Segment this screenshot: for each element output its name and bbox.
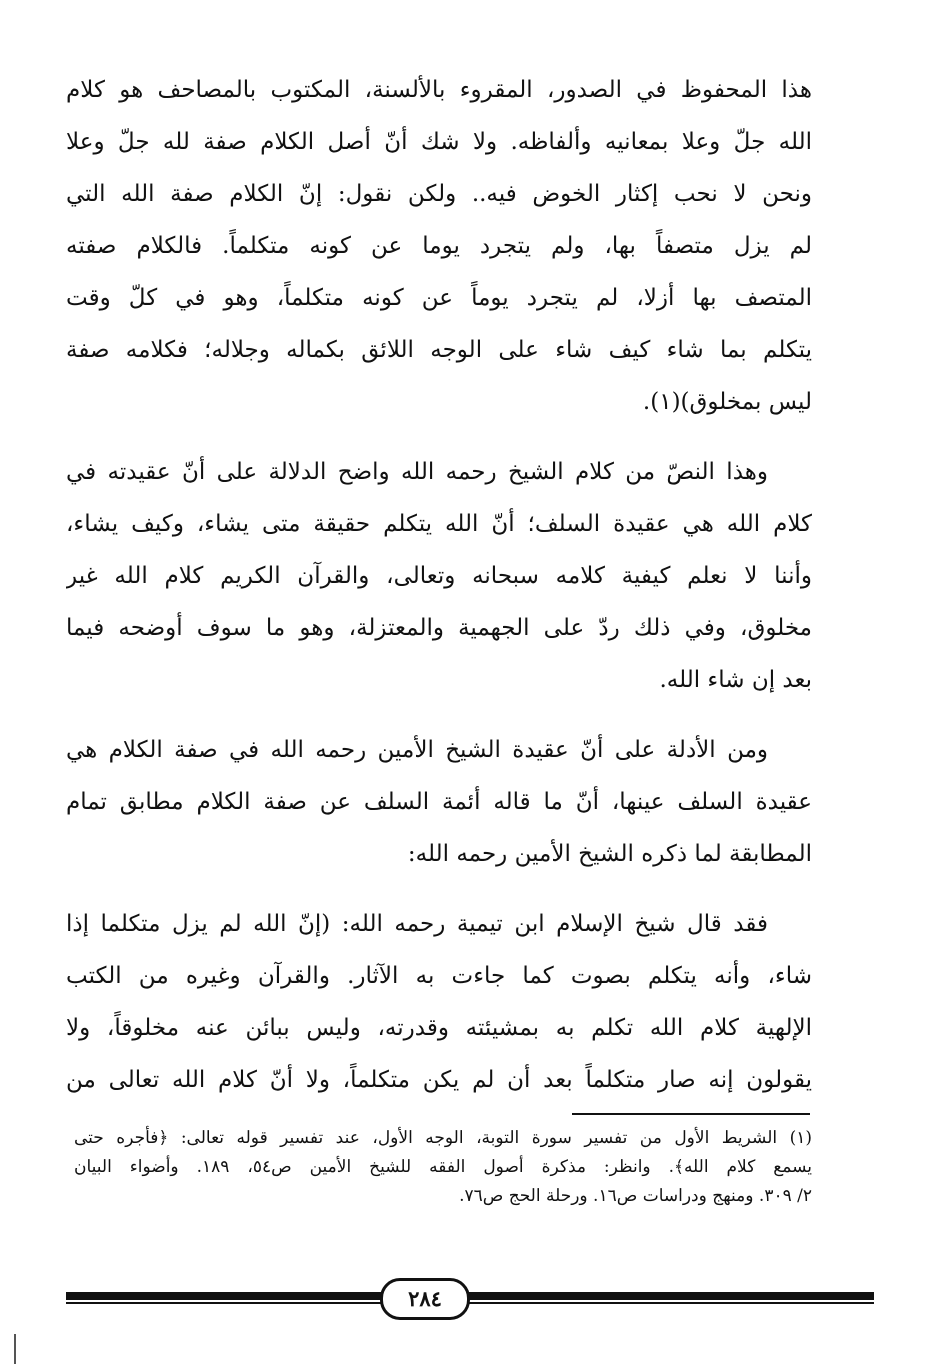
text-line: هذا المحفوظ في الصدور، المقروء بالألسنة، المكتوب بالمصاحف هو كلام	[66, 77, 812, 103]
paragraph	[66, 446, 812, 706]
footnote-separator	[572, 1113, 810, 1115]
text-line: وأننا لا نعلم كيفية كلامه سبحانه وتعالى، والقرآن الكريم كلام الله غير	[66, 563, 812, 589]
footnotes	[74, 1124, 812, 1211]
text-line: شاء، وأنه يتكلم بصوت كما جاءت به الآثار. والقرآن وغيره من الكتب	[66, 963, 812, 989]
footnote-line: (١) الشريط الأول من تفسير سورة التوبة، الوجه الأول، عند تفسير قوله تعالى: ﴿فأجره حتى	[74, 1128, 812, 1148]
margin-mark	[14, 1334, 16, 1364]
page-number: ٢٨٤	[380, 1278, 470, 1320]
text-line: الإلهية كلام الله تكلم به بمشيئته وقدرته، وليس ببائن عنه مخلوقاً، ولا	[66, 1015, 812, 1041]
text-line: المتصف بها أزلا، لم يتجرد يوماً عن كونه متكلماً، وهو في كلّ وقت	[66, 285, 812, 311]
paragraph	[66, 724, 812, 880]
text-line: يقولون إنه صار متكلماً بعد أن لم يكن متكلماً، ولا أنّ كلام الله تعالى من	[66, 1067, 812, 1093]
text-line: الله جلّ وعلا بمعانيه وألفاظه. ولا شك أنّ أصل الكلام صفة لله جلّ وعلا	[66, 129, 812, 155]
text-line: ليس بمخلوق)(١).	[642, 389, 812, 415]
footnote-line: يسمع كلام الله﴾. وانظر: مذكرة أصول الفقه للشيخ الأمين ص٥٤، ١٨٩. وأضواء البيان	[74, 1157, 812, 1177]
text-line: بعد إن شاء الله.	[659, 667, 812, 693]
text-line: مخلوق، وفي ذلك ردّ على الجهمية والمعتزلة، وهو ما سوف أوضحه فيما	[66, 615, 812, 641]
paragraph	[66, 64, 812, 428]
footer-rule	[66, 1292, 874, 1300]
text-line: عقيدة السلف عينها، أنّ ما قاله أئمة السلف عن صفة الكلام مطابق تمام	[66, 789, 812, 815]
text-line: المطابقة لما ذكره الشيخ الأمين رحمه الله:	[407, 841, 812, 867]
text-line: وهذا النصّ من كلام الشيخ رحمه الله واضح الدلالة على أنّ عقيدته في	[66, 459, 768, 485]
text-line: فقد قال شيخ الإسلام ابن تيمية رحمه الله: (إنّ الله لم يزل متكلما إذا	[66, 911, 768, 937]
main-text	[66, 64, 812, 1124]
text-line: يتكلم بما شاء كيف شاء على الوجه اللائق بكماله وجلاله؛ فكلامه صفة	[66, 337, 812, 363]
paragraph	[66, 898, 812, 1106]
text-line: كلام الله هي عقيدة السلف؛ أنّ الله يتكلم حقيقة متى يشاء، وكيف يشاء،	[66, 511, 812, 537]
footnote-line: ٢/ ٣٠٩. ومنهج ودراسات ص١٦. ورحلة الحج ص٧٦.	[459, 1186, 812, 1206]
text-line: لم يزل متصفاً بها، ولم يتجرد يوما عن كونه متكلماً. فالكلام صفته	[66, 233, 812, 259]
footer-rule-thin	[66, 1302, 874, 1304]
text-line: ونحن لا نحب إكثار الخوض فيه.. ولكن نقول: إنّ الكلام صفة الله التي	[66, 181, 812, 207]
page-footer	[66, 1278, 874, 1318]
text-line: ومن الأدلة على أنّ عقيدة الشيخ الأمين رحمه الله في صفة الكلام هي	[66, 737, 768, 763]
